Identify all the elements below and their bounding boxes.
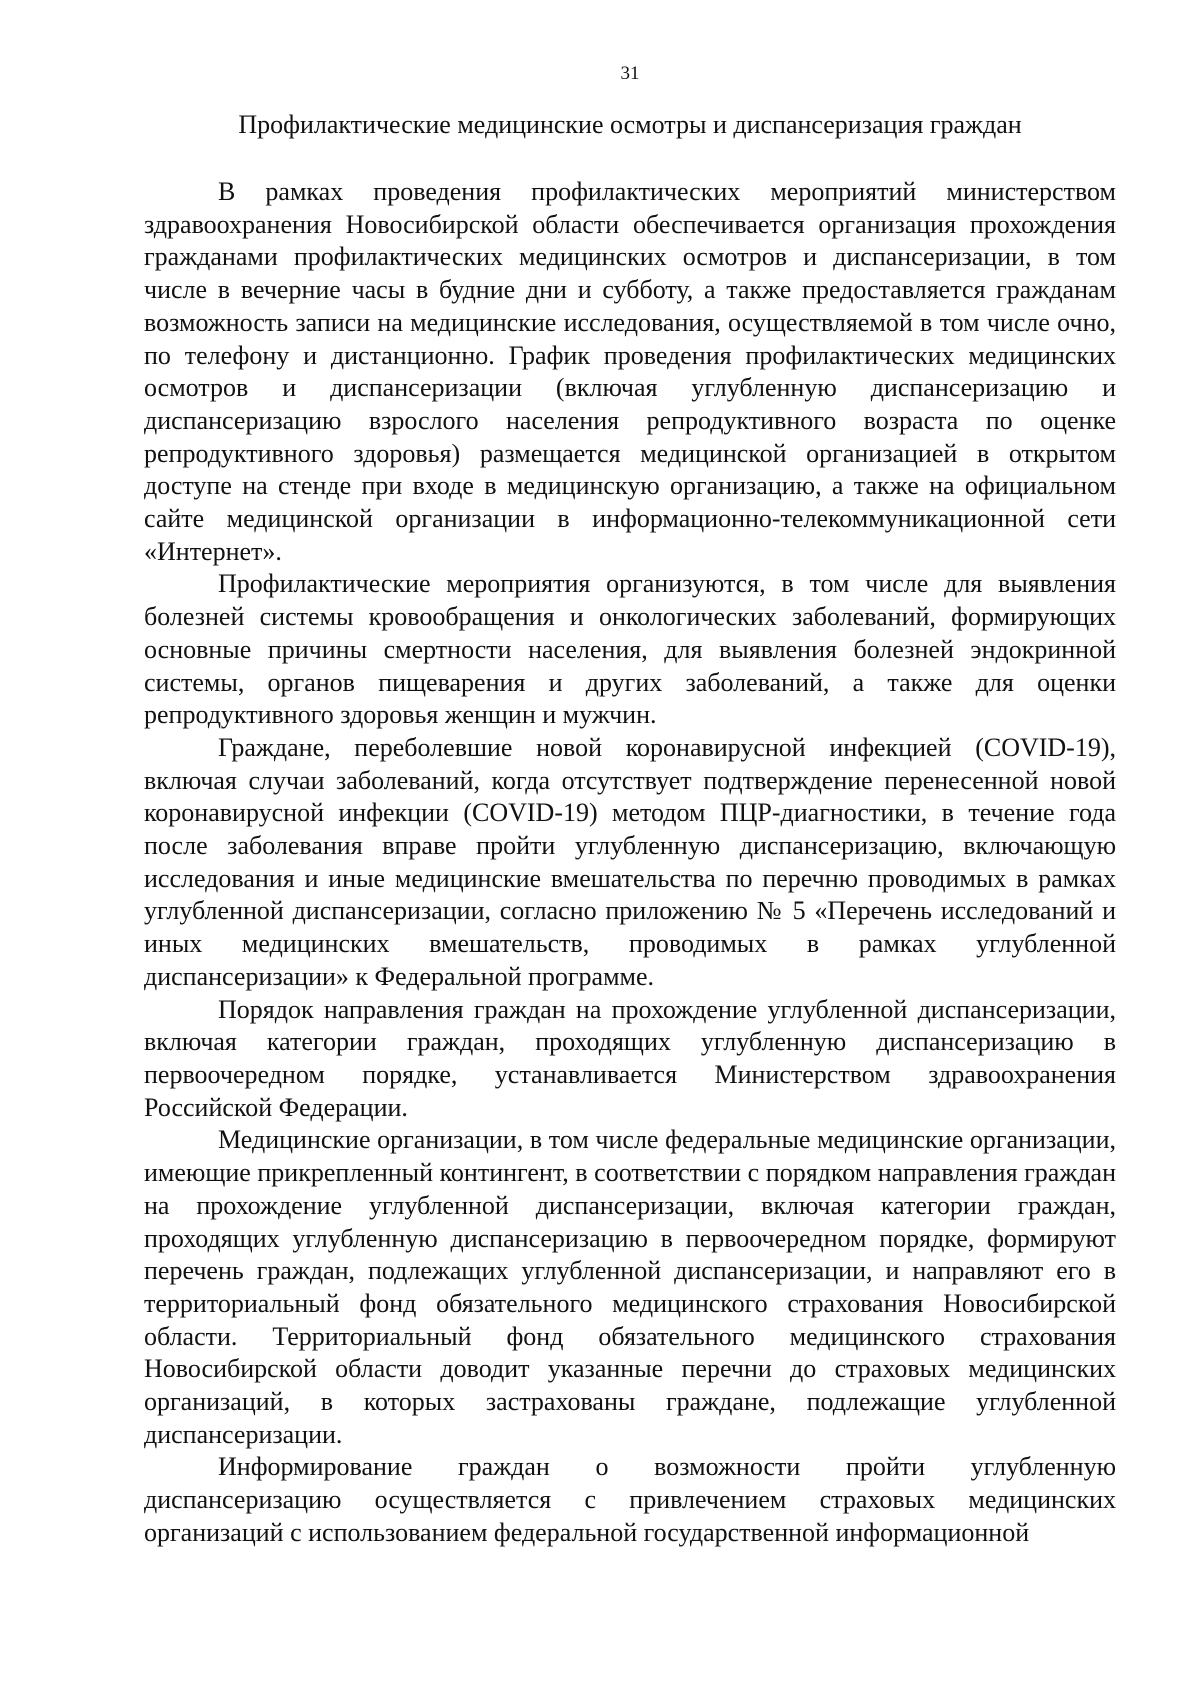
page-title: Профилактические медицинские осмотры и диспансеризация граждан: [238, 110, 1022, 139]
page-number: 31: [620, 63, 640, 84]
paragraph: Порядок направления граждан на прохождение углубленной диспансеризации, включая категории граждан, проходящих углубленную диспансеризацию в первоочередном порядке, устанавливается Министерством здравоохранения Российской Федерации.: [144, 994, 1116, 1122]
paragraph: Медицинские организации, в том числе федеральные медицинские организации, имеющие прикрепленный контингент, в соответствии с порядком направления граждан на прохождение углубленной диспансеризации, включая категории граждан, проходящих углубленную диспансеризацию в первоочередном порядке, формируют перечень граждан, подлежащих углубленной диспансеризации, и направляют его в территориальный фонд обязательного медицинского страхования Новосибирской области. Территориальный фонд обязательного медицинского страхования Новосибирской области доводит указанные перечни до страховых медицинских организаций, в которых застрахованы граждане, подлежащие углубленной диспансеризации.: [144, 1125, 1116, 1449]
paragraph: Граждане, переболевшие новой коронавирусной инфекцией (COVID-19), включая случаи заболеваний, когда отсутствует подтверждение перенесенной новой коронавирусной инфекции (COVID-19) методом ПЦР-диагностики, в течение года после заболевания вправе пройти углубленную диспансеризацию, включающую исследования и иные медицинские вмешательства по перечню проводимых в рамках углубленной диспансеризации, согласно приложению № 5 «Перечень исследований и иных медицинских вмешательств, проводимых в рамках углубленной диспансеризации» к Федеральной программе.: [144, 732, 1116, 991]
document-body: [144, 176, 1116, 1550]
paragraph: Информирование граждан о возможности пройти углубленную диспансеризацию осуществляется с привлечением страховых медицинских организаций с использованием федеральной государственной информационной: [144, 1452, 1116, 1547]
paragraph: Профилактические мероприятия организуются, в том числе для выявления болезней системы кровообращения и онкологических заболеваний, формирующих основные причины смертности населения, для выявления болезней эндокринной системы, органов пищеварения и других заболеваний, а также для оценки репродуктивного здоровья женщин и мужчин.: [144, 569, 1116, 730]
paragraph: В рамках проведения профилактических мероприятий министерством здравоохранения Новосибирской области обеспечивается организация прохождения гражданами профилактических медицинских осмотров и диспансеризации, в том числе в вечерние часы в будние дни и субботу, а также предоставляется гражданам возможность записи на медицинские исследования, осуществляемой в том числе очно, по телефону и дистанционно. График проведения профилактических медицинских осмотров и диспансеризации (включая углубленную диспансеризацию и диспансеризацию взрослого населения репродуктивного возраста по оценке репродуктивного здоровья) размещается медицинской организацией в открытом доступе на стенде при входе в медицинскую организацию, а также на официальном сайте медицинской организации в информационно-телекоммуникационной сети «Интернет».: [144, 177, 1116, 566]
